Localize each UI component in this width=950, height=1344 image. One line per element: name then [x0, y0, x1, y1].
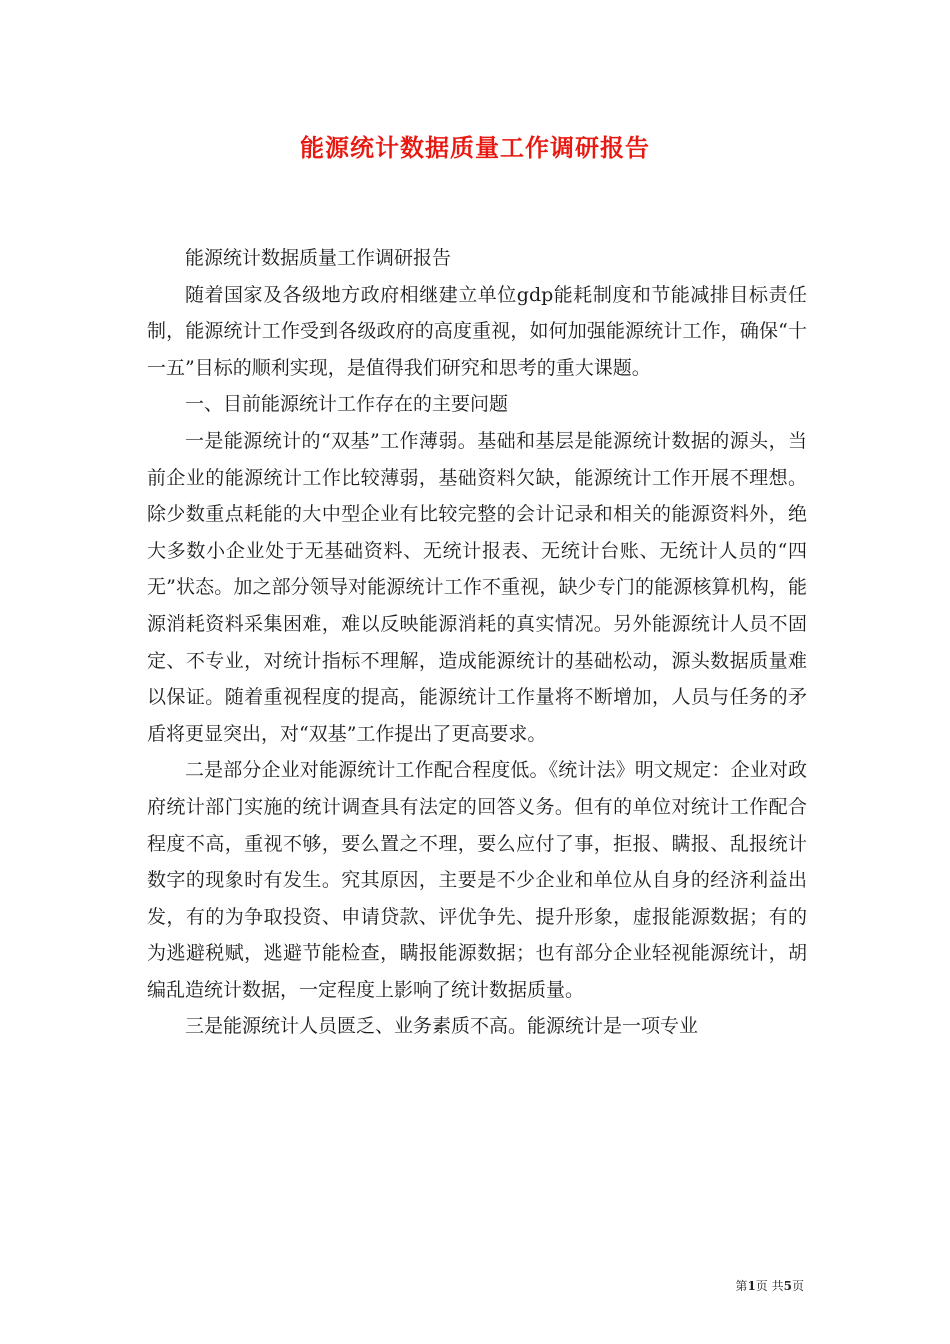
section-heading: 一、目前能源统计工作存在的主要问题	[185, 393, 509, 416]
paragraph-subtitle: 能源统计数据质量工作调研报告	[185, 247, 452, 269]
footer-current-page: 1	[747, 1279, 756, 1293]
paragraph-point-1: 一是能源统计的“双基”工作薄弱。基础和基层是能源统计数据的源头，当前企业的能源统计工作比较薄弱，基础资料欠缺，能源统计工作开展不理想。除少数重点耗能的大中型企业有比较完整的会计记录和相关的能源资料外，绝大多数小企业处于无基础资料、无统计报表、无统计台账、无统计人员的“四无”状态。加之部分领导对能源统计工作不重视，缺少专门的能源核算机构，能源消耗资料采集困难，难以反映能源消耗的真实情况。另外能源统计人员不固定、不专业，对统计指标不理解，造成能源统计的基础松动，源头数据质量难以保证。随着重视程度的提高，能源统计工作量将不断增加，人员与任务的矛盾将更显突出，对“双基”工作提出了更高要求。	[147, 429, 807, 745]
paragraph-point-3: 三是能源统计人员匮乏、业务素质不高。能源统计是一项专业	[185, 1015, 699, 1038]
paragraph-intro: 随着国家及各级地方政府相继建立单位gdp能耗制度和节能减排目标责任制，能源统计工作受到各级政府的高度重视，如何加强能源统计工作，确保“十一五”目标的顺利实现，是值得我们研究和思考的重大课题。	[147, 283, 807, 379]
document-body	[147, 240, 807, 1045]
paragraph-point-2: 二是部分企业对能源统计工作配合程度低。《统计法》明文规定：企业对政府统计部门实施的统计调查具有法定的回答义务。但有的单位对统计工作配合程度不高，重视不够，要么置之不理，要么应付了事，拒报、瞒报、乱报统计数字的现象时有发生。究其原因，主要是不少企业和单位从自身的经济利益出发，有的为争取投资、申请贷款、评优争先、提升形象，虚报能源数据；有的为逃避税赋，逃避节能检查，瞒报能源数据；也有部分企业轻视能源统计，胡编乱造统计数据，一定程度上影响了统计数据质量。	[147, 759, 807, 1001]
footer-middle: 页 共	[755, 1279, 784, 1293]
page-footer	[735, 1278, 804, 1294]
footer-prefix: 第	[735, 1279, 748, 1293]
document-title: 能源统计数据质量工作调研报告	[300, 133, 650, 162]
footer-total-pages: 5	[783, 1279, 792, 1293]
footer-suffix: 页	[791, 1279, 804, 1293]
